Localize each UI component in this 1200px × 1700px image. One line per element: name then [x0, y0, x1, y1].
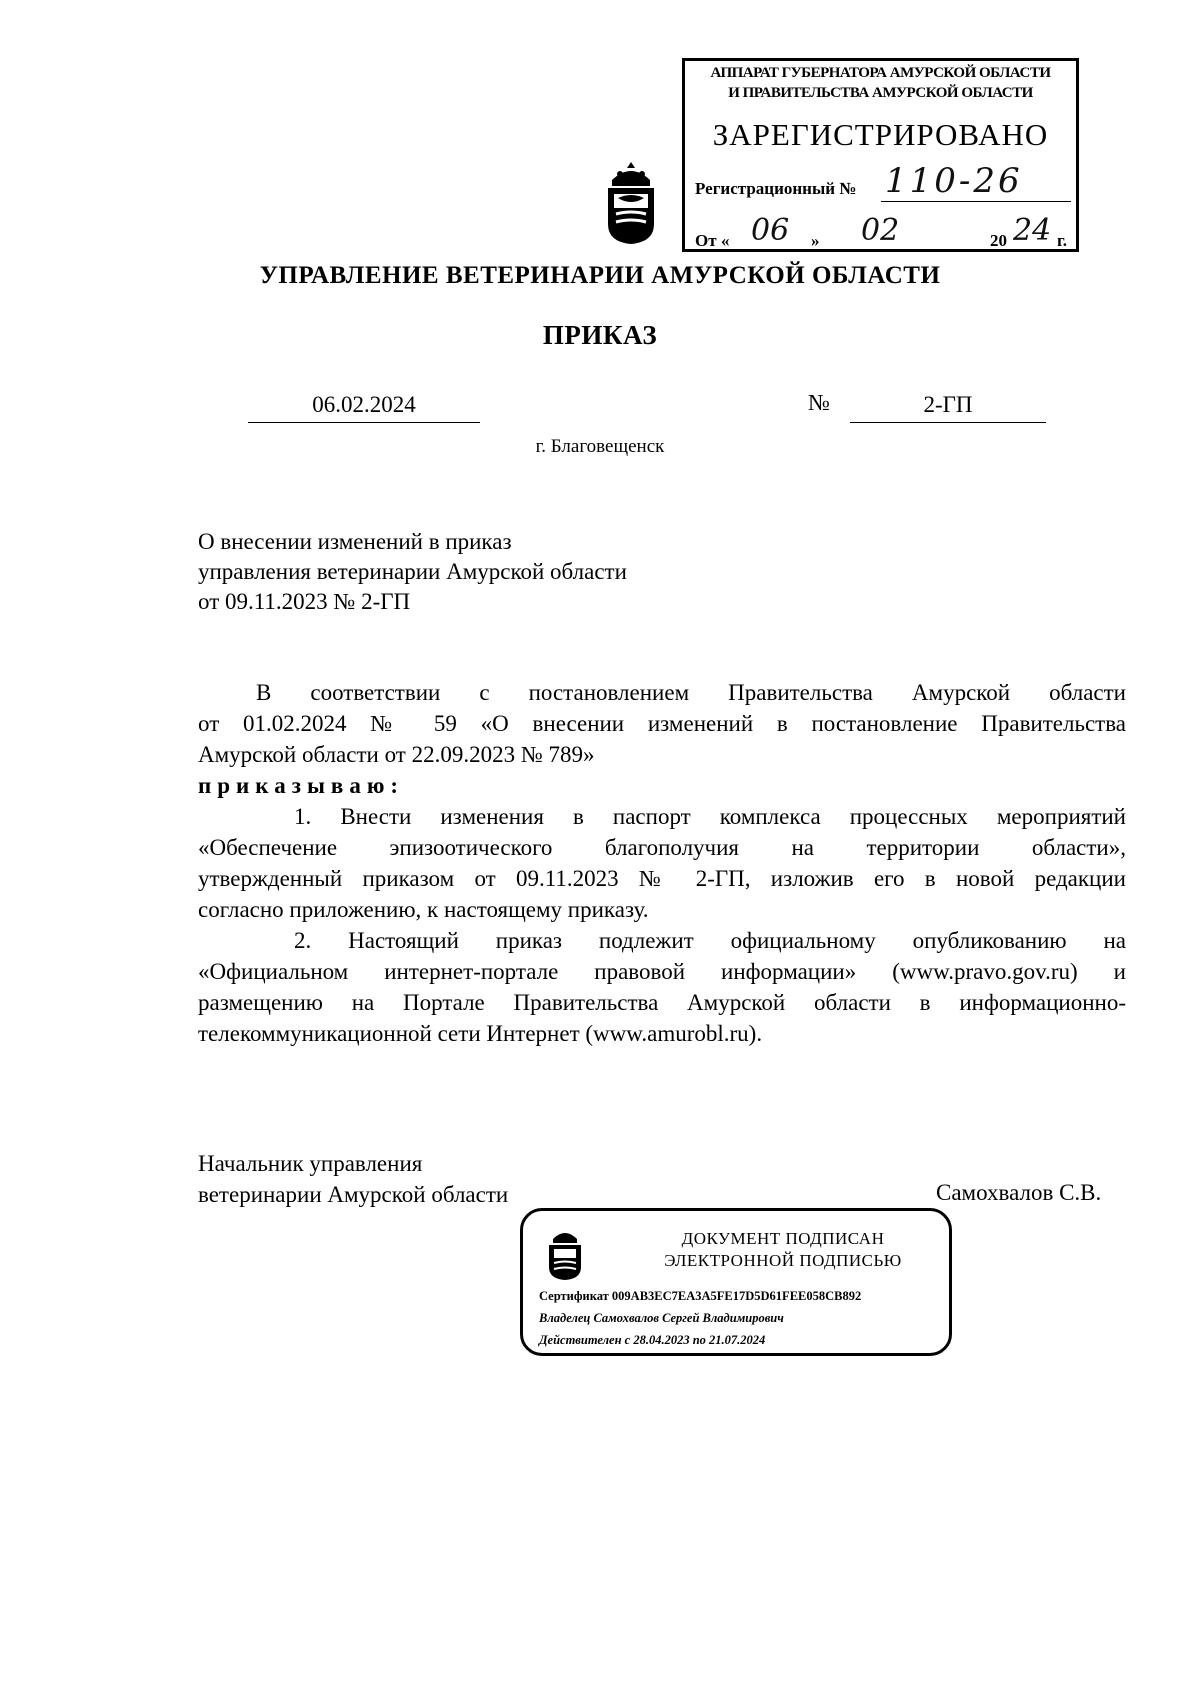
item-1-line: утвержденный приказом от 09.11.2023 № 2-ГП, изложив его в новой редакции — [198, 866, 1126, 891]
electronic-signature-heading: ЭЛЕКТРОННОЙ ПОДПИСЬЮ — [664, 1251, 902, 1270]
registration-date-close-quote: » — [811, 231, 820, 250]
subject-line: О внесении изменений в приказ — [198, 529, 512, 554]
preamble-line: Амурской области от 22.09.2023 № 789» — [198, 742, 595, 767]
item-1-line: «Обеспечение эпизоотического благополучия на территории области», — [198, 835, 1126, 860]
item-2-line: размещению на Портале Правительства Амурской области в информационно- — [198, 990, 1126, 1015]
city: г. Благовещенск — [535, 436, 665, 457]
signatory-position-line: Начальник управления — [198, 1151, 423, 1176]
order-directive-word: приказываю: — [198, 773, 405, 798]
signatory-name: Самохвалов С.В. — [936, 1180, 1102, 1205]
certificate-number: Сертификат 009AB3EC7EA3A5FE17D5D61FEE058CB892 — [539, 1289, 862, 1303]
registration-date-label: От — [695, 231, 717, 250]
order-date: 06.02.2024 — [248, 392, 480, 423]
item-2-line: 2. Настоящий приказ подлежит официальному опубликованию на — [294, 928, 1126, 953]
order-body — [198, 677, 1126, 1049]
subject-line: управления ветеринарии Амурской области — [198, 559, 627, 584]
registration-year-underline — [1012, 251, 1054, 252]
registration-stamp-line2: И ПРАВИТЕЛЬСТВА АМУРСКОЙ ОБЛАСТИ — [728, 85, 1033, 101]
registration-number-label: Регистрационный № — [695, 179, 857, 198]
document-type: ПРИКАЗ — [542, 320, 658, 350]
item-1-line: 1. Внести изменения в паспорт комплекса процессных мероприятий — [294, 804, 1126, 829]
registration-year-unit: г. — [1057, 231, 1068, 250]
registration-date-open-quote: « — [721, 231, 730, 250]
item-2-line: телекоммуникационной сети Интернет (www.amurobl.ru). — [198, 1021, 763, 1046]
organization-title: УПРАВЛЕНИЕ ВЕТЕРИНАРИИ АМУРСКОЙ ОБЛАСТИ — [259, 262, 941, 289]
subject-line: от 09.11.2023 № 2-ГП — [198, 589, 411, 614]
signatory-position-line: ветеринарии Амурской области — [198, 1182, 509, 1207]
registration-day-handwritten: 06 — [751, 213, 790, 248]
item-2-line: «Официальном интернет-портале правовой информации» (www.pravo.gov.ru) и — [198, 959, 1126, 984]
electronic-signature-stamp — [520, 1208, 952, 1356]
preamble-line: В соответствии с постановлением Правительства Амурской области — [256, 680, 1126, 705]
coat-of-arms-icon — [602, 158, 660, 246]
registration-stamp-title: ЗАРЕГИСТРИРОВАНО — [712, 117, 1049, 152]
electronic-signature-heading: ДОКУМЕНТ ПОДПИСАН — [681, 1229, 885, 1248]
preamble-line: от 01.02.2024 № 59 «О внесении изменений в постановление Правительства — [198, 711, 1126, 736]
registration-number-handwritten: 110-26 — [885, 161, 1023, 201]
registration-day-underline — [735, 251, 809, 252]
order-subject — [198, 527, 627, 617]
certificate-validity: Действителен с 28.04.2023 по 21.07.2024 — [539, 1333, 766, 1347]
registration-stamp-line1: АППАРАТ ГУБЕРНАТОРА АМУРСКОЙ ОБЛАСТИ — [710, 65, 1051, 81]
signatory-position — [198, 1148, 508, 1210]
certificate-owner: Владелец Самохвалов Сергей Владимирович — [539, 1311, 784, 1325]
registration-month-underline — [825, 251, 965, 252]
registration-number-underline — [881, 201, 1071, 202]
registration-year-handwritten: 24 — [1013, 213, 1052, 248]
coat-of-arms-icon — [545, 1227, 585, 1281]
registration-stamp — [682, 58, 1079, 252]
order-number-label: № — [808, 390, 830, 415]
registration-year-prefix: 20 — [990, 231, 1007, 250]
order-number: 2-ГП — [850, 392, 1046, 423]
item-1-line: согласно приложению, к настоящему приказу. — [198, 897, 649, 922]
registration-month-handwritten: 02 — [861, 213, 900, 248]
